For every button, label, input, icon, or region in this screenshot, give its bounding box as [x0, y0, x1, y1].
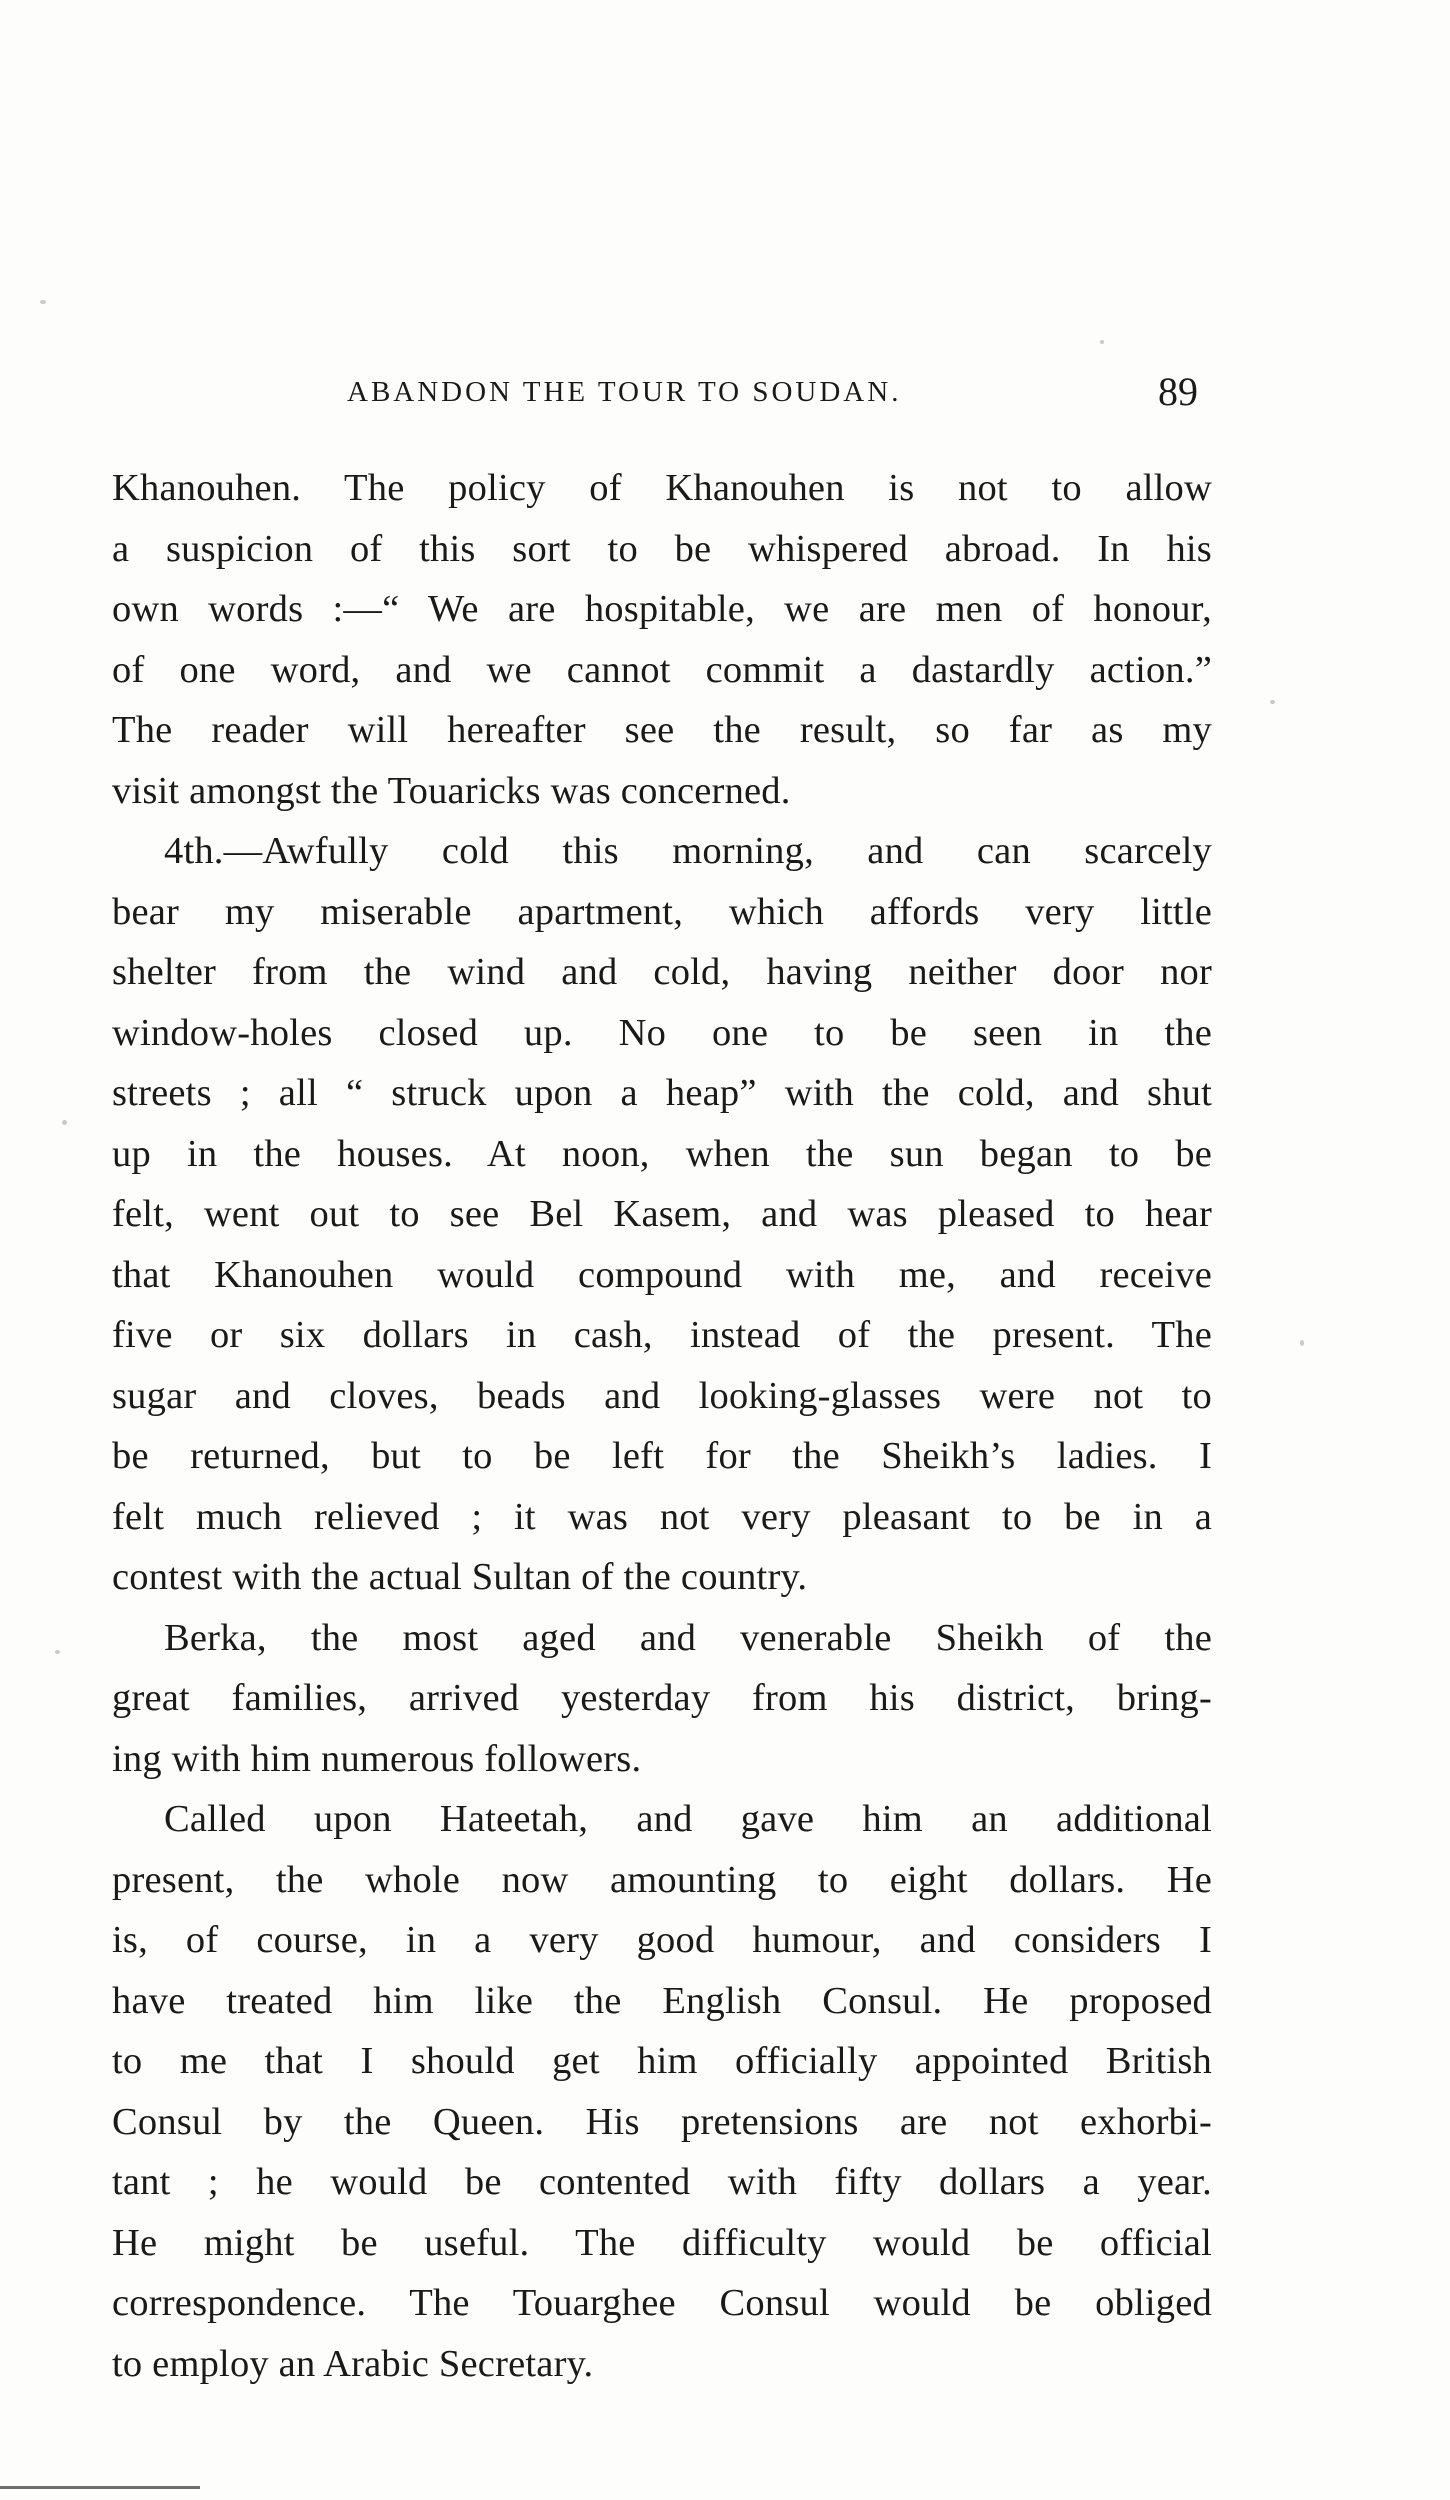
scan-speck	[55, 1650, 60, 1654]
text-line: sugar and cloves, beads and looking-glasses were not to	[112, 1374, 1212, 1417]
text-line: contest with the actual Sultan of the country.	[112, 1556, 808, 1598]
text-line: be returned, but to be left for the Sheikh’s ladies. I	[112, 1435, 1212, 1477]
text-line: a suspicion of this sort to be whispered abroad. In his	[112, 527, 1212, 570]
text-line: tant ; he would be contented with fifty dollars a year.	[112, 2161, 1212, 2203]
text-line: The reader will hereafter see the result, so far as my	[112, 709, 1212, 751]
text-line: up in the houses. At noon, when the sun began to be	[112, 1132, 1212, 1175]
text-line: 4th.—Awfully cold this morning, and can scarcely	[164, 830, 1212, 872]
running-head: ABANDON THE TOUR TO SOUDAN.	[347, 376, 902, 408]
text-line: great families, arrived yesterday from his district, bring-	[112, 1677, 1212, 1719]
text-line: bear my miserable apartment, which affords very little	[112, 890, 1212, 933]
text-line: that Khanouhen would compound with me, and receive	[112, 1253, 1212, 1296]
page-header	[112, 368, 1212, 428]
scan-speck	[62, 1120, 67, 1125]
paragraph-3	[112, 1608, 1212, 1790]
text-line: streets ; all “ struck upon a heap” with the cold, and shut	[112, 1072, 1212, 1114]
paragraph-4	[112, 1789, 1212, 2394]
body-text	[112, 458, 1212, 2394]
text-line: He might be useful. The difficulty would be official	[112, 2221, 1212, 2264]
text-line: correspondence. The Touarghee Consul would be obliged	[112, 2282, 1212, 2324]
bottom-edge-rule	[0, 2486, 200, 2489]
scan-speck	[1270, 700, 1275, 704]
text-line: visit amongst the Touaricks was concerned.	[112, 769, 791, 812]
text-line: is, of course, in a very good humour, and considers I	[112, 1919, 1212, 1961]
paragraph-1	[112, 458, 1212, 821]
scan-speck	[1100, 340, 1104, 344]
page-number: 89	[1158, 369, 1198, 414]
text-line: to employ an Arabic Secretary.	[112, 2342, 594, 2385]
text-line: own words :—“ We are hospitable, we are men of honour,	[112, 588, 1212, 630]
text-line: to me that I should get him officially appointed British	[112, 2040, 1212, 2082]
text-line: felt much relieved ; it was not very pleasant to be in a	[112, 1495, 1212, 1538]
scan-speck	[40, 300, 46, 304]
text-line: of one word, and we cannot commit a dastardly action.”	[112, 648, 1212, 691]
text-line: have treated him like the English Consul. He proposed	[112, 1979, 1212, 2022]
text-line: shelter from the wind and cold, having neither door nor	[112, 951, 1212, 993]
text-line: ing with him numerous followers.	[112, 1737, 642, 1780]
text-line: present, the whole now amounting to eight dollars. He	[112, 1858, 1212, 1901]
text-line: Consul by the Queen. His pretensions are not exhorbi-	[112, 2100, 1212, 2143]
text-line: felt, went out to see Bel Kasem, and was pleased to hear	[112, 1193, 1212, 1235]
text-line: five or six dollars in cash, instead of the present. The	[112, 1314, 1212, 1356]
scan-speck	[1300, 1340, 1304, 1346]
text-line: window-holes closed up. No one to be seen in the	[112, 1011, 1212, 1054]
text-line: Khanouhen. The policy of Khanouhen is not to allow	[112, 467, 1212, 509]
text-line: Berka, the most aged and venerable Sheikh of the	[164, 1616, 1212, 1659]
text-line: Called upon Hateetah, and gave him an additional	[164, 1798, 1212, 1840]
paragraph-2	[112, 821, 1212, 1608]
